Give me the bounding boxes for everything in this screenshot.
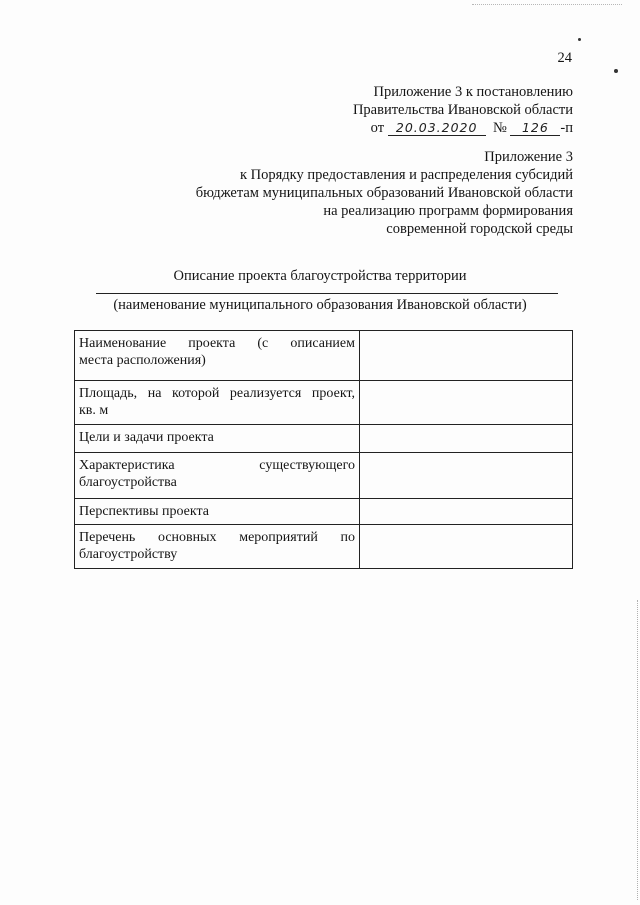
table-row bbox=[75, 425, 573, 453]
appendix-resolution-line2: Правительства Ивановской области bbox=[352, 102, 573, 118]
row-label-line2: благоустройству bbox=[79, 547, 178, 562]
row-label-line2: кв. м bbox=[79, 403, 109, 418]
appendix-order-line1: Приложение 3 bbox=[484, 149, 573, 165]
appendix-resolution-block bbox=[353, 83, 573, 137]
number-label: № bbox=[492, 120, 507, 136]
row-label-line2: места расположения) bbox=[79, 353, 206, 368]
row-value-cell[interactable] bbox=[360, 453, 573, 499]
table-row bbox=[75, 381, 573, 425]
project-description-table bbox=[74, 330, 573, 569]
row-label-cell bbox=[75, 331, 360, 381]
appendix-resolution-line1: Приложение 3 к постановлению bbox=[373, 84, 573, 100]
row-value-cell[interactable] bbox=[360, 425, 573, 453]
row-label-line1: Перечень основных мероприятий по bbox=[79, 530, 355, 545]
handwritten-number: 126 bbox=[510, 121, 560, 136]
scan-speck bbox=[614, 69, 618, 73]
row-label-line1: Цели и задачи проекта bbox=[79, 430, 214, 445]
table-row bbox=[75, 453, 573, 499]
row-value-cell[interactable] bbox=[360, 381, 573, 425]
scan-noise-top bbox=[472, 4, 622, 11]
municipality-caption: (наименование муниципального образования Ивановской области) bbox=[113, 297, 527, 313]
page-number: 24 bbox=[557, 50, 572, 66]
row-label-cell bbox=[75, 425, 360, 453]
row-label-line1: Перспективы проекта bbox=[79, 504, 209, 519]
municipality-name-field bbox=[96, 293, 558, 294]
table-row bbox=[75, 525, 573, 569]
appendix-order-line3: бюджетам муниципальных образований Ивановской области bbox=[195, 185, 573, 201]
appendix-order-line5: современной городской среды bbox=[386, 221, 573, 237]
row-label-cell bbox=[75, 381, 360, 425]
row-label-line1: Наименование проекта (с описанием bbox=[79, 336, 355, 351]
from-label: от bbox=[370, 120, 385, 136]
scan-edge bbox=[636, 600, 638, 900]
row-label-cell bbox=[75, 525, 360, 569]
appendix-order-line4: на реализацию программ формирования bbox=[323, 203, 573, 219]
table-row bbox=[75, 499, 573, 525]
handwritten-date: 20.03.2020 bbox=[388, 121, 486, 136]
table-body bbox=[75, 331, 573, 569]
row-label-cell bbox=[75, 499, 360, 525]
row-label-line1: Характеристика существующего bbox=[79, 458, 355, 473]
row-label-line1: Площадь, на которой реализуется проект, bbox=[79, 386, 355, 401]
scan-speck bbox=[578, 38, 581, 41]
row-label-cell bbox=[75, 453, 360, 499]
appendix-order-block bbox=[196, 148, 573, 238]
document-title: Описание проекта благоустройства территории bbox=[173, 268, 467, 284]
table-row bbox=[75, 331, 573, 381]
appendix-order-line2: к Порядку предоставления и распределения субсидий bbox=[239, 167, 573, 183]
row-value-cell[interactable] bbox=[360, 331, 573, 381]
row-value-cell[interactable] bbox=[360, 499, 573, 525]
row-value-cell[interactable] bbox=[360, 525, 573, 569]
appendix-resolution-date-line bbox=[353, 119, 573, 137]
row-label-line2: благоустройства bbox=[79, 475, 177, 490]
number-suffix: -п bbox=[560, 120, 573, 136]
